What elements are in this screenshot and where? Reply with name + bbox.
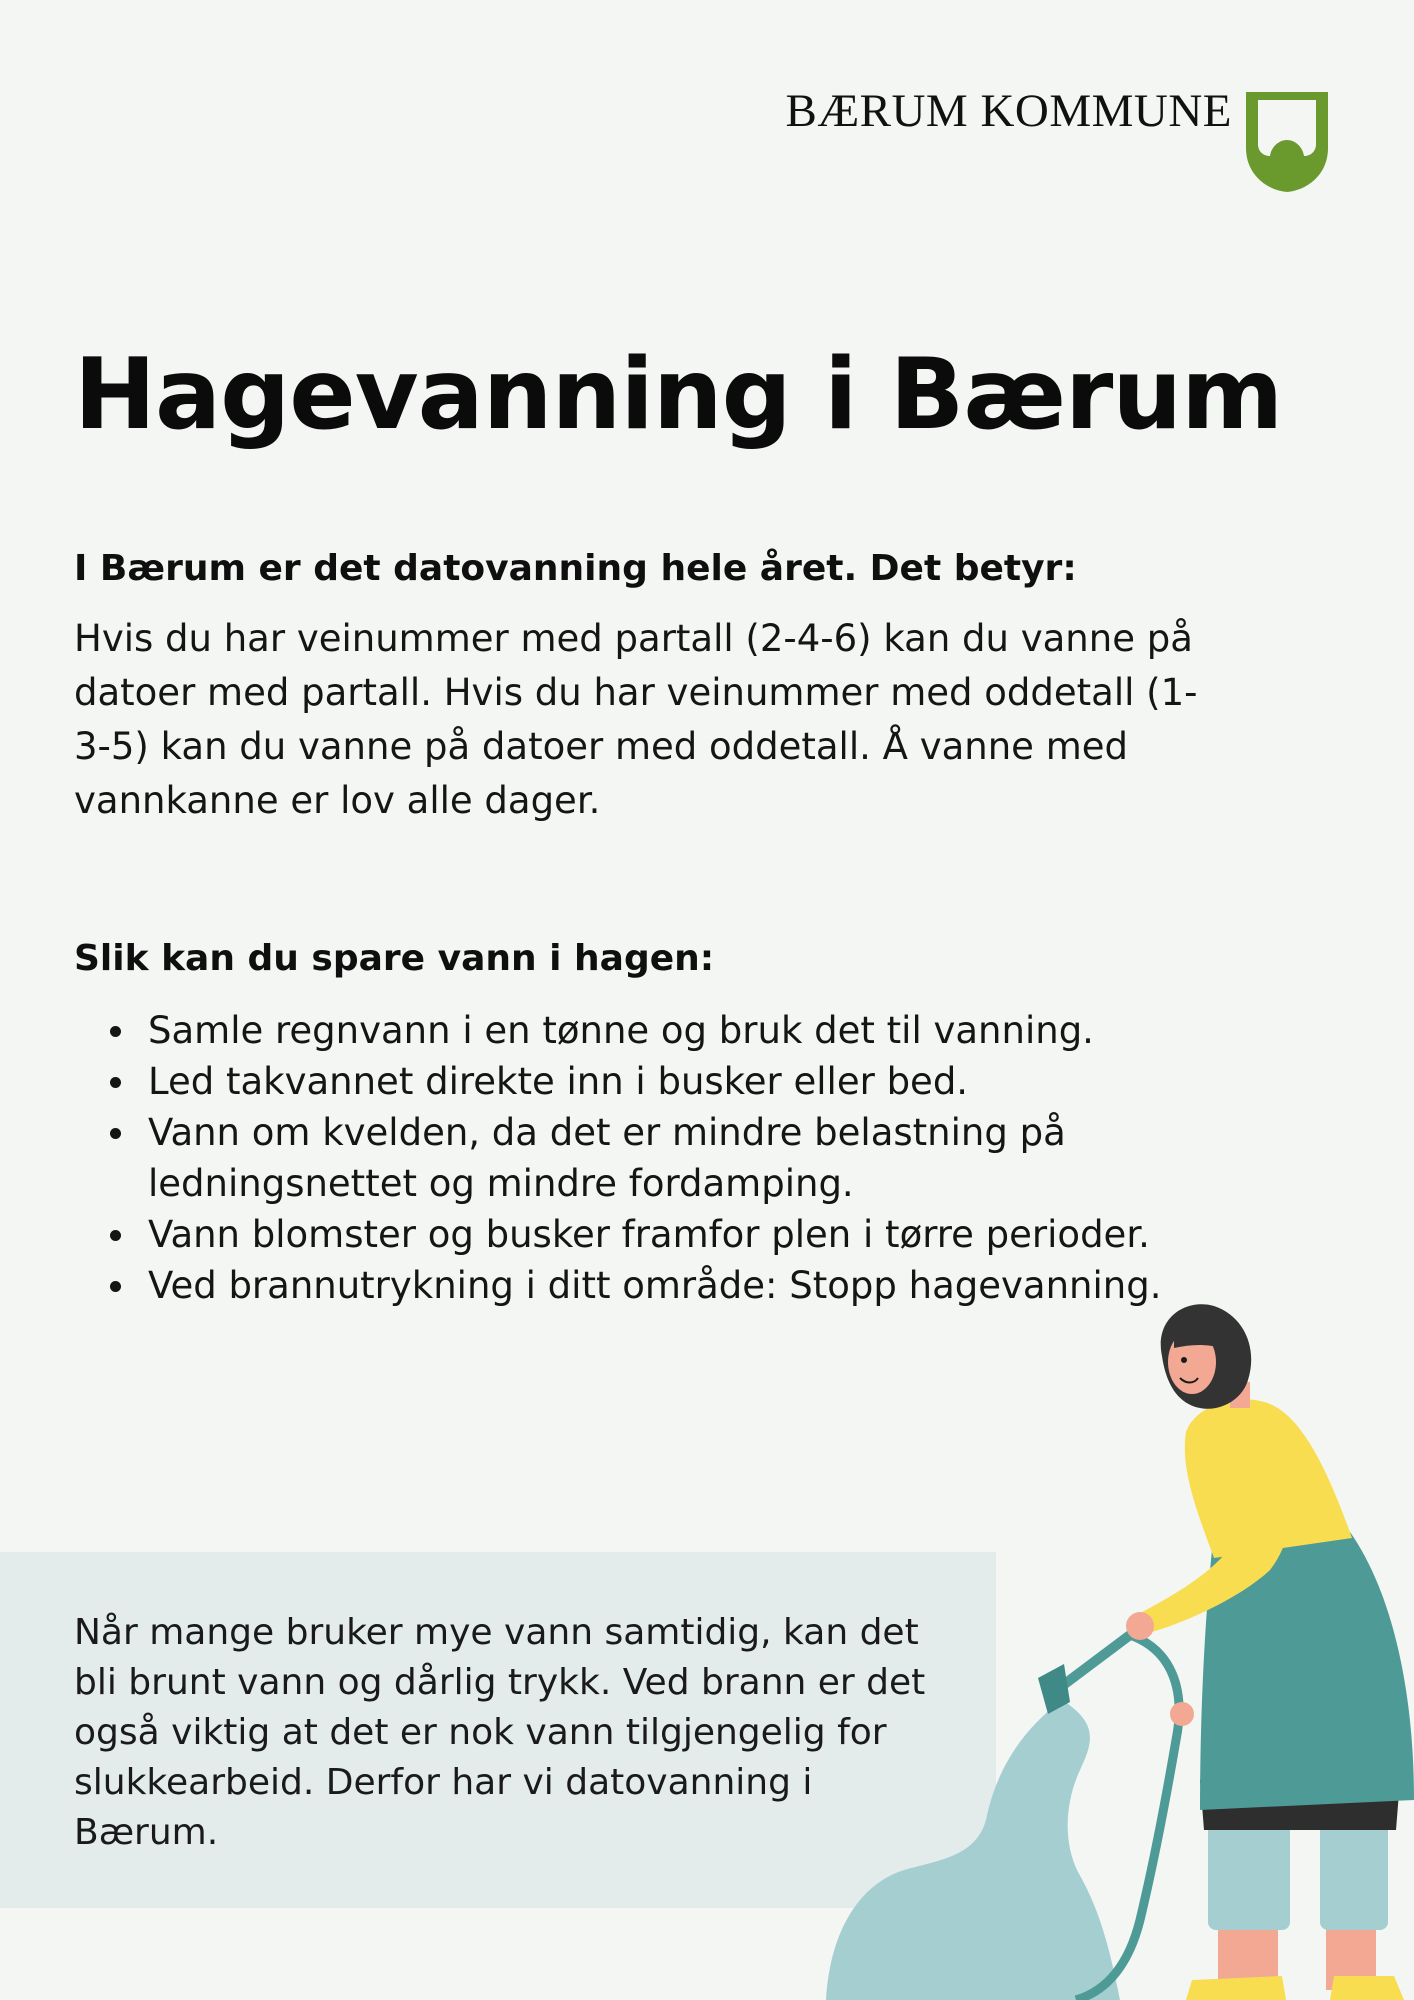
list-item: Vann om kvelden, da det er mindre belastning på ledningsnettet og mindre fordamping.: [148, 1107, 1298, 1209]
list-item: Vann blomster og busker framfor plen i tørre perioder.: [148, 1209, 1298, 1260]
woman-watering-garden-icon: [800, 1300, 1414, 2000]
brand-name: BÆRUM KOMMUNE: [785, 85, 1232, 137]
tips-list: [74, 1005, 1298, 1311]
list-item: Samle regnvann i en tønne og bruk det til vanning.: [148, 1005, 1298, 1056]
tips-heading: Slik kan du spare vann i hagen:: [74, 938, 715, 979]
baerum-coat-of-arms-icon: [1244, 90, 1330, 194]
list-item: Led takvannet direkte inn i busker eller bed.: [148, 1056, 1298, 1107]
page-title: Hagevanning i Bærum: [74, 338, 1283, 452]
info-text: Når mange bruker mye vann samtidig, kan det bli brunt vann og dårlig trykk. Ved brann er det også viktig at det er nok vann tilgjengelig for slukkearbeid. Derfor har vi datovanning i Bærum.: [74, 1612, 926, 1853]
brand-header: [740, 82, 1330, 194]
intro-heading: I Bærum er det datovanning hele året. Det betyr:: [74, 548, 1077, 589]
list-item: Ved brannutrykning i ditt område: Stopp hagevanning.: [148, 1260, 1298, 1311]
intro-paragraph: Hvis du har veinummer med partall (2-4-6) kan du vanne på datoer med partall. Hvis du har veinummer med oddetall (1-3-5) kan du vanne på datoer med oddetall. Å vanne med vannkanne er lov alle dager.: [74, 617, 1198, 822]
